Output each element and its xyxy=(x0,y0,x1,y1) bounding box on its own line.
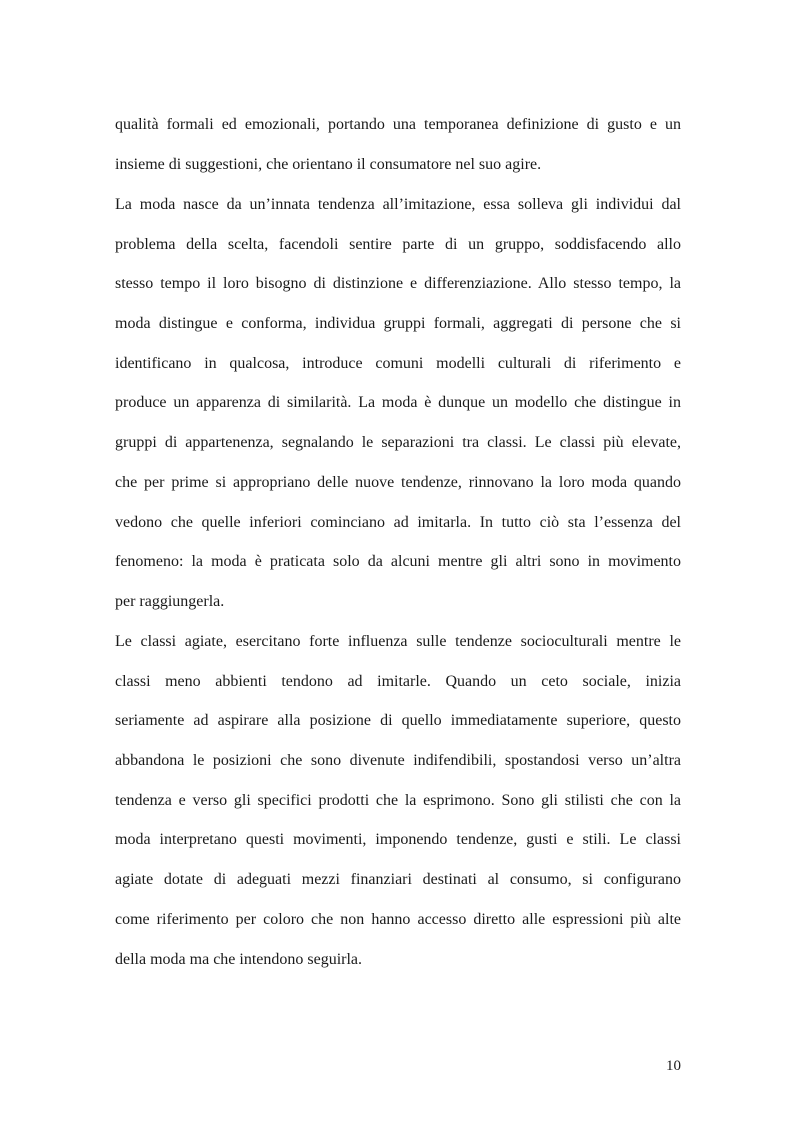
text-line: agiate dotate di adeguati mezzi finanziari destinati al consumo, si configurano xyxy=(115,871,681,888)
text-line: per raggiungerla. xyxy=(115,593,225,610)
text-line: moda interpretano questi movimenti, imponendo tendenze, gusti e stili. Le classi xyxy=(115,831,681,848)
text-line: identificano in qualcosa, introduce comuni modelli culturali di riferimento e xyxy=(115,355,681,372)
text-line: come riferimento per coloro che non hanno accesso diretto alle espressioni più alte xyxy=(115,911,681,928)
text-line: che per prime si appropriano delle nuove tendenze, rinnovano la loro moda quando xyxy=(115,474,681,491)
text-line: produce un apparenza di similarità. La moda è dunque un modello che distingue in xyxy=(115,394,681,411)
text-line: moda distingue e conforma, individua gruppi formali, aggregati di persone che si xyxy=(115,315,681,332)
page-number: 10 xyxy=(666,1058,681,1074)
text-line: qualità formali ed emozionali, portando una temporanea definizione di gusto e un xyxy=(115,116,681,133)
text-line: La moda nasce da un’innata tendenza all’imitazione, essa solleva gli individui dal xyxy=(115,196,681,213)
text-line: Le classi agiate, esercitano forte influenza sulle tendenze socioculturali mentre le xyxy=(115,633,681,650)
text-line: stesso tempo il loro bisogno di distinzione e differenziazione. Allo stesso tempo, la xyxy=(115,275,681,292)
text-line: vedono che quelle inferiori cominciano ad imitarla. In tutto ciò sta l’essenza del xyxy=(115,514,681,531)
text-line: insieme di suggestioni, che orientano il consumatore nel suo agire. xyxy=(115,156,542,173)
text-line: abbandona le posizioni che sono divenute indifendibili, spostandosi verso un’altra xyxy=(115,752,681,769)
text-line: della moda ma che intendono seguirla. xyxy=(115,951,363,968)
text-line: seriamente ad aspirare alla posizione di quello immediatamente superiore, questo xyxy=(115,712,681,729)
text-line: gruppi di appartenenza, segnalando le separazioni tra classi. Le classi più elevate, xyxy=(115,434,681,451)
text-line: fenomeno: la moda è praticata solo da alcuni mentre gli altri sono in movimento xyxy=(115,553,681,570)
text-line: problema della scelta, facendoli sentire parte di un gruppo, soddisfacendo allo xyxy=(115,236,681,253)
text-line: tendenza e verso gli specifici prodotti che la esprimono. Sono gli stilisti che con la xyxy=(115,792,681,809)
text-line: classi meno abbienti tendono ad imitarle. Quando un ceto sociale, inizia xyxy=(115,673,681,690)
